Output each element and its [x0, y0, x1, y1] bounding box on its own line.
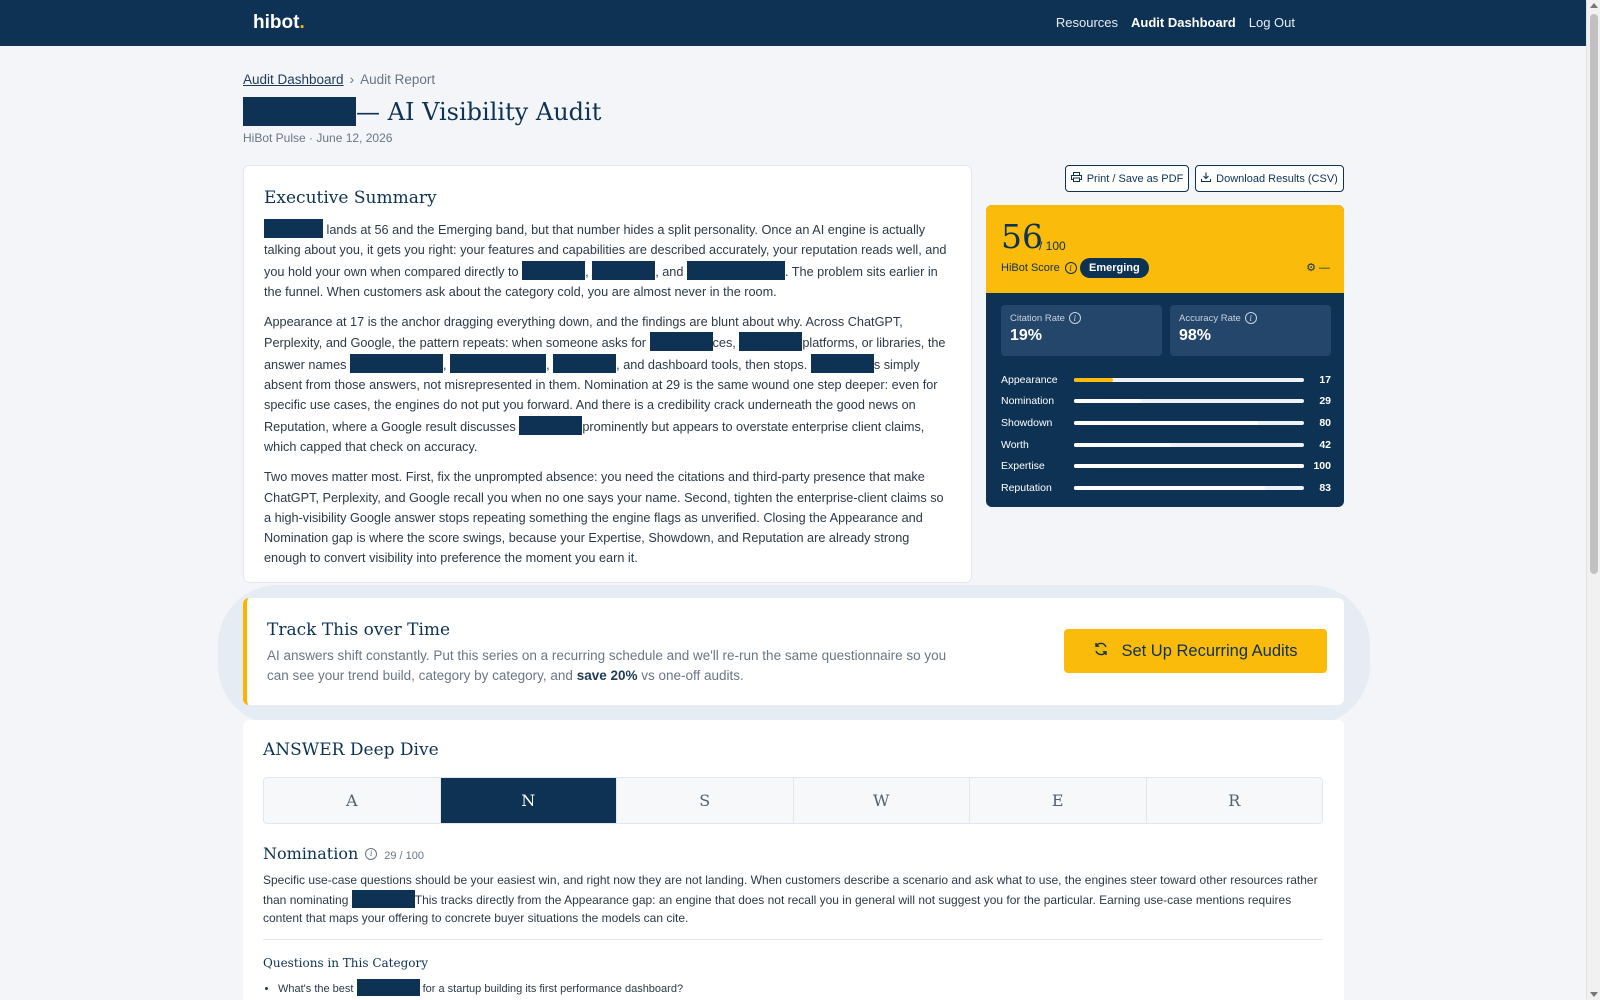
redacted-competitor	[522, 261, 585, 280]
category-bar-fill	[1074, 443, 1171, 447]
page-title-suffix: — AI Visibility Audit	[356, 98, 602, 126]
questions-list	[278, 979, 683, 998]
score-label: HiBot Score i	[1001, 262, 1077, 274]
nav-link-audit-dashboard[interactable]: Audit Dashboard	[1131, 15, 1236, 30]
category-bar-track	[1074, 443, 1304, 447]
tab-w[interactable]: W	[794, 778, 971, 823]
category-row-appearance	[1001, 369, 1331, 391]
redacted-name	[811, 354, 874, 373]
download-icon	[1201, 172, 1211, 185]
nav-links	[1056, 15, 1295, 30]
accuracy-rate-label: Accuracy Rate	[1179, 312, 1241, 324]
info-icon[interactable]: i	[365, 848, 377, 860]
globe-icon[interactable]: ⚙ —	[1306, 262, 1330, 274]
top-nav	[0, 0, 1586, 46]
tab-e[interactable]: E	[970, 778, 1147, 823]
refresh-icon	[1093, 641, 1109, 662]
divider	[263, 939, 1323, 940]
printer-icon	[1071, 172, 1082, 185]
category-row-reputation	[1001, 477, 1331, 499]
summary-paragraph-2: Appearance at 17 is the anchor dragging everything down, and the findings are blunt about why. Across ChatGPT, Perplexity, and Google, the pattern repeats: when someone asks for ces, platforms, or libraries, the answer names , , , and dashboard tools, then stops. s simply absent from those answers, not misrepresented in them. Nomination at 29 is the same wound one step deeper: even for specific use cases, the engines do not put you forward. And there is a credibility crack underneath the good news on Reputation, where a Google result discusses prominently but appears to overstate enterprise client claims, which capped that check on accuracy.	[264, 315, 946, 454]
print-pdf-button[interactable]	[1065, 165, 1189, 192]
score-out-of: / 100	[1039, 239, 1066, 253]
category-bar-fill	[1074, 486, 1265, 490]
section-score: 29 / 100	[384, 850, 425, 862]
track-heading: Track This over Time	[267, 620, 451, 640]
citation-rate-value: 19%	[1010, 327, 1043, 344]
scroll-thumb[interactable]	[1590, 14, 1598, 574]
category-name: Reputation	[1001, 481, 1052, 494]
scroll-down-arrow-icon[interactable]	[1590, 992, 1598, 997]
redacted-term	[650, 332, 713, 351]
info-icon[interactable]: i	[1069, 312, 1081, 324]
score-value: 56	[1001, 217, 1043, 256]
category-bar-fill	[1074, 421, 1258, 425]
category-bar-track	[1074, 399, 1304, 403]
redacted-competitor	[592, 261, 655, 280]
category-row-nomination	[1001, 391, 1331, 413]
hibot-score-card	[986, 205, 1344, 507]
tab-a[interactable]: A	[264, 778, 441, 823]
tab-r[interactable]: R	[1147, 778, 1323, 823]
citation-rate-box	[1001, 305, 1162, 356]
category-value: 17	[1319, 373, 1331, 386]
hibot-logo[interactable]: hibot.	[253, 12, 305, 33]
redacted-term	[739, 332, 802, 351]
breadcrumb	[243, 72, 435, 87]
redacted-name	[519, 416, 582, 435]
executive-summary-heading: Executive Summary	[264, 188, 437, 208]
category-bar-fill	[1074, 464, 1304, 468]
answer-deep-dive-card	[243, 720, 1344, 1000]
section-header	[263, 844, 424, 863]
category-bar-fill	[1074, 378, 1113, 382]
accuracy-rate-box	[1170, 305, 1331, 356]
category-value: 83	[1319, 481, 1331, 494]
tab-n[interactable]: N	[441, 778, 618, 823]
rates-row	[1001, 305, 1331, 356]
category-bar-track	[1074, 464, 1304, 468]
breadcrumb-separator: ›	[349, 72, 355, 87]
redacted-competitor	[450, 354, 546, 373]
track-description: AI answers shift constantly. Put this series on a recurring schedule and we'll re-run the same questionnaire so you can see your trend build, category by category, and save 20% vs one-off audits.	[267, 648, 947, 683]
breadcrumb-current: Audit Report	[360, 72, 436, 87]
accuracy-rate-value: 98%	[1179, 327, 1212, 344]
category-name: Appearance	[1001, 373, 1058, 386]
category-value: 29	[1319, 395, 1331, 408]
category-value: 80	[1319, 416, 1331, 429]
download-csv-button[interactable]	[1195, 165, 1344, 192]
category-value: 100	[1313, 460, 1331, 473]
breadcrumb-audit-dashboard[interactable]: Audit Dashboard	[243, 72, 344, 87]
executive-summary-card	[243, 165, 972, 583]
page-scrollbar[interactable]	[1586, 0, 1600, 1000]
summary-paragraph-3: Two moves matter most. First, fix the unprompted absence: you need the citations and third-party presence that make ChatGPT, Perplexity, and Google recall you when no one says your name. Second, tighten the enterprise-client claims so a high-visibility Google answer stops repeating something the engine flags as unverified. Closing the Appearance and Nomination gap is where the score swings, because your Expertise, Showdown, and Reputation are already strong enough to convert visibility into preference the moment you earn it.	[264, 470, 944, 566]
score-header	[986, 205, 1344, 293]
section-title: Nomination	[263, 844, 359, 863]
info-icon[interactable]: i	[1245, 312, 1257, 324]
print-pdf-label: Print / Save as PDF	[1086, 172, 1184, 185]
set-up-recurring-audits-label: Set Up Recurring Audits	[1121, 641, 1298, 660]
track-over-time-card	[243, 598, 1344, 705]
info-icon[interactable]: i	[1065, 262, 1077, 274]
category-bar-track	[1074, 421, 1304, 425]
category-name: Nomination	[1001, 395, 1055, 408]
redacted-name	[352, 890, 415, 908]
page-title	[243, 97, 601, 126]
redacted-competitor	[687, 261, 785, 280]
category-name: Expertise	[1001, 460, 1045, 473]
questions-heading: Questions in This Category	[263, 956, 429, 970]
category-name: Showdown	[1001, 416, 1053, 429]
set-up-recurring-audits-button[interactable]	[1064, 629, 1327, 673]
scroll-up-arrow-icon[interactable]	[1590, 3, 1598, 8]
summary-paragraph-1: lands at 56 and the Emerging band, but that number hides a split personality. Once an AI engine is actually talking about you, it gets you right: your features and capabilities are described accurately, your reputation reads well, and you hold your own when compared directly to , , and . The problem sits earlier in the funnel. When customers ask about the category cold, you are almost never in the room.	[264, 219, 951, 302]
category-row-expertise	[1001, 455, 1331, 477]
category-bar-fill	[1074, 399, 1141, 403]
category-row-showdown	[1001, 412, 1331, 434]
category-value: 42	[1319, 438, 1331, 451]
report-meta: HiBot Pulse · June 12, 2026	[243, 131, 393, 145]
download-csv-label: Download Results (CSV)	[1216, 172, 1338, 185]
redacted-company-name	[243, 97, 356, 126]
nav-link-resources[interactable]: Resources	[1055, 15, 1118, 30]
category-row-worth	[1001, 434, 1331, 456]
category-name: Worth	[1001, 438, 1029, 451]
nav-link-log-out[interactable]: Log Out	[1248, 15, 1295, 30]
citation-rate-label: Citation Rate	[1010, 312, 1065, 324]
band-badge: Emerging	[1080, 258, 1149, 278]
redacted-competitor	[350, 354, 443, 373]
category-bar-track	[1074, 486, 1304, 490]
section-description: Specific use-case questions should be your easiest win, and right now they are not landing. When customers describe a scenario and ask what to use, the engines steer toward other resources rather than nominating This tracks directly from the Appearance gap: an engine that does not recall you in general will not suggest you for the particular. Earning use-case mentions requires content that maps your offering to concrete buyer situations the models can cite.	[263, 873, 1318, 925]
category-tabs	[263, 777, 1323, 824]
tab-s[interactable]: S	[617, 778, 794, 823]
redacted-term	[357, 979, 420, 996]
category-bars	[1001, 369, 1331, 499]
redacted-name	[264, 219, 323, 238]
redacted-competitor	[553, 354, 616, 373]
category-bar-track	[1074, 378, 1304, 382]
deep-dive-heading: ANSWER Deep Dive	[263, 740, 439, 760]
list-item: • What's the best for a startup building its first performance dashboard?	[278, 979, 683, 998]
